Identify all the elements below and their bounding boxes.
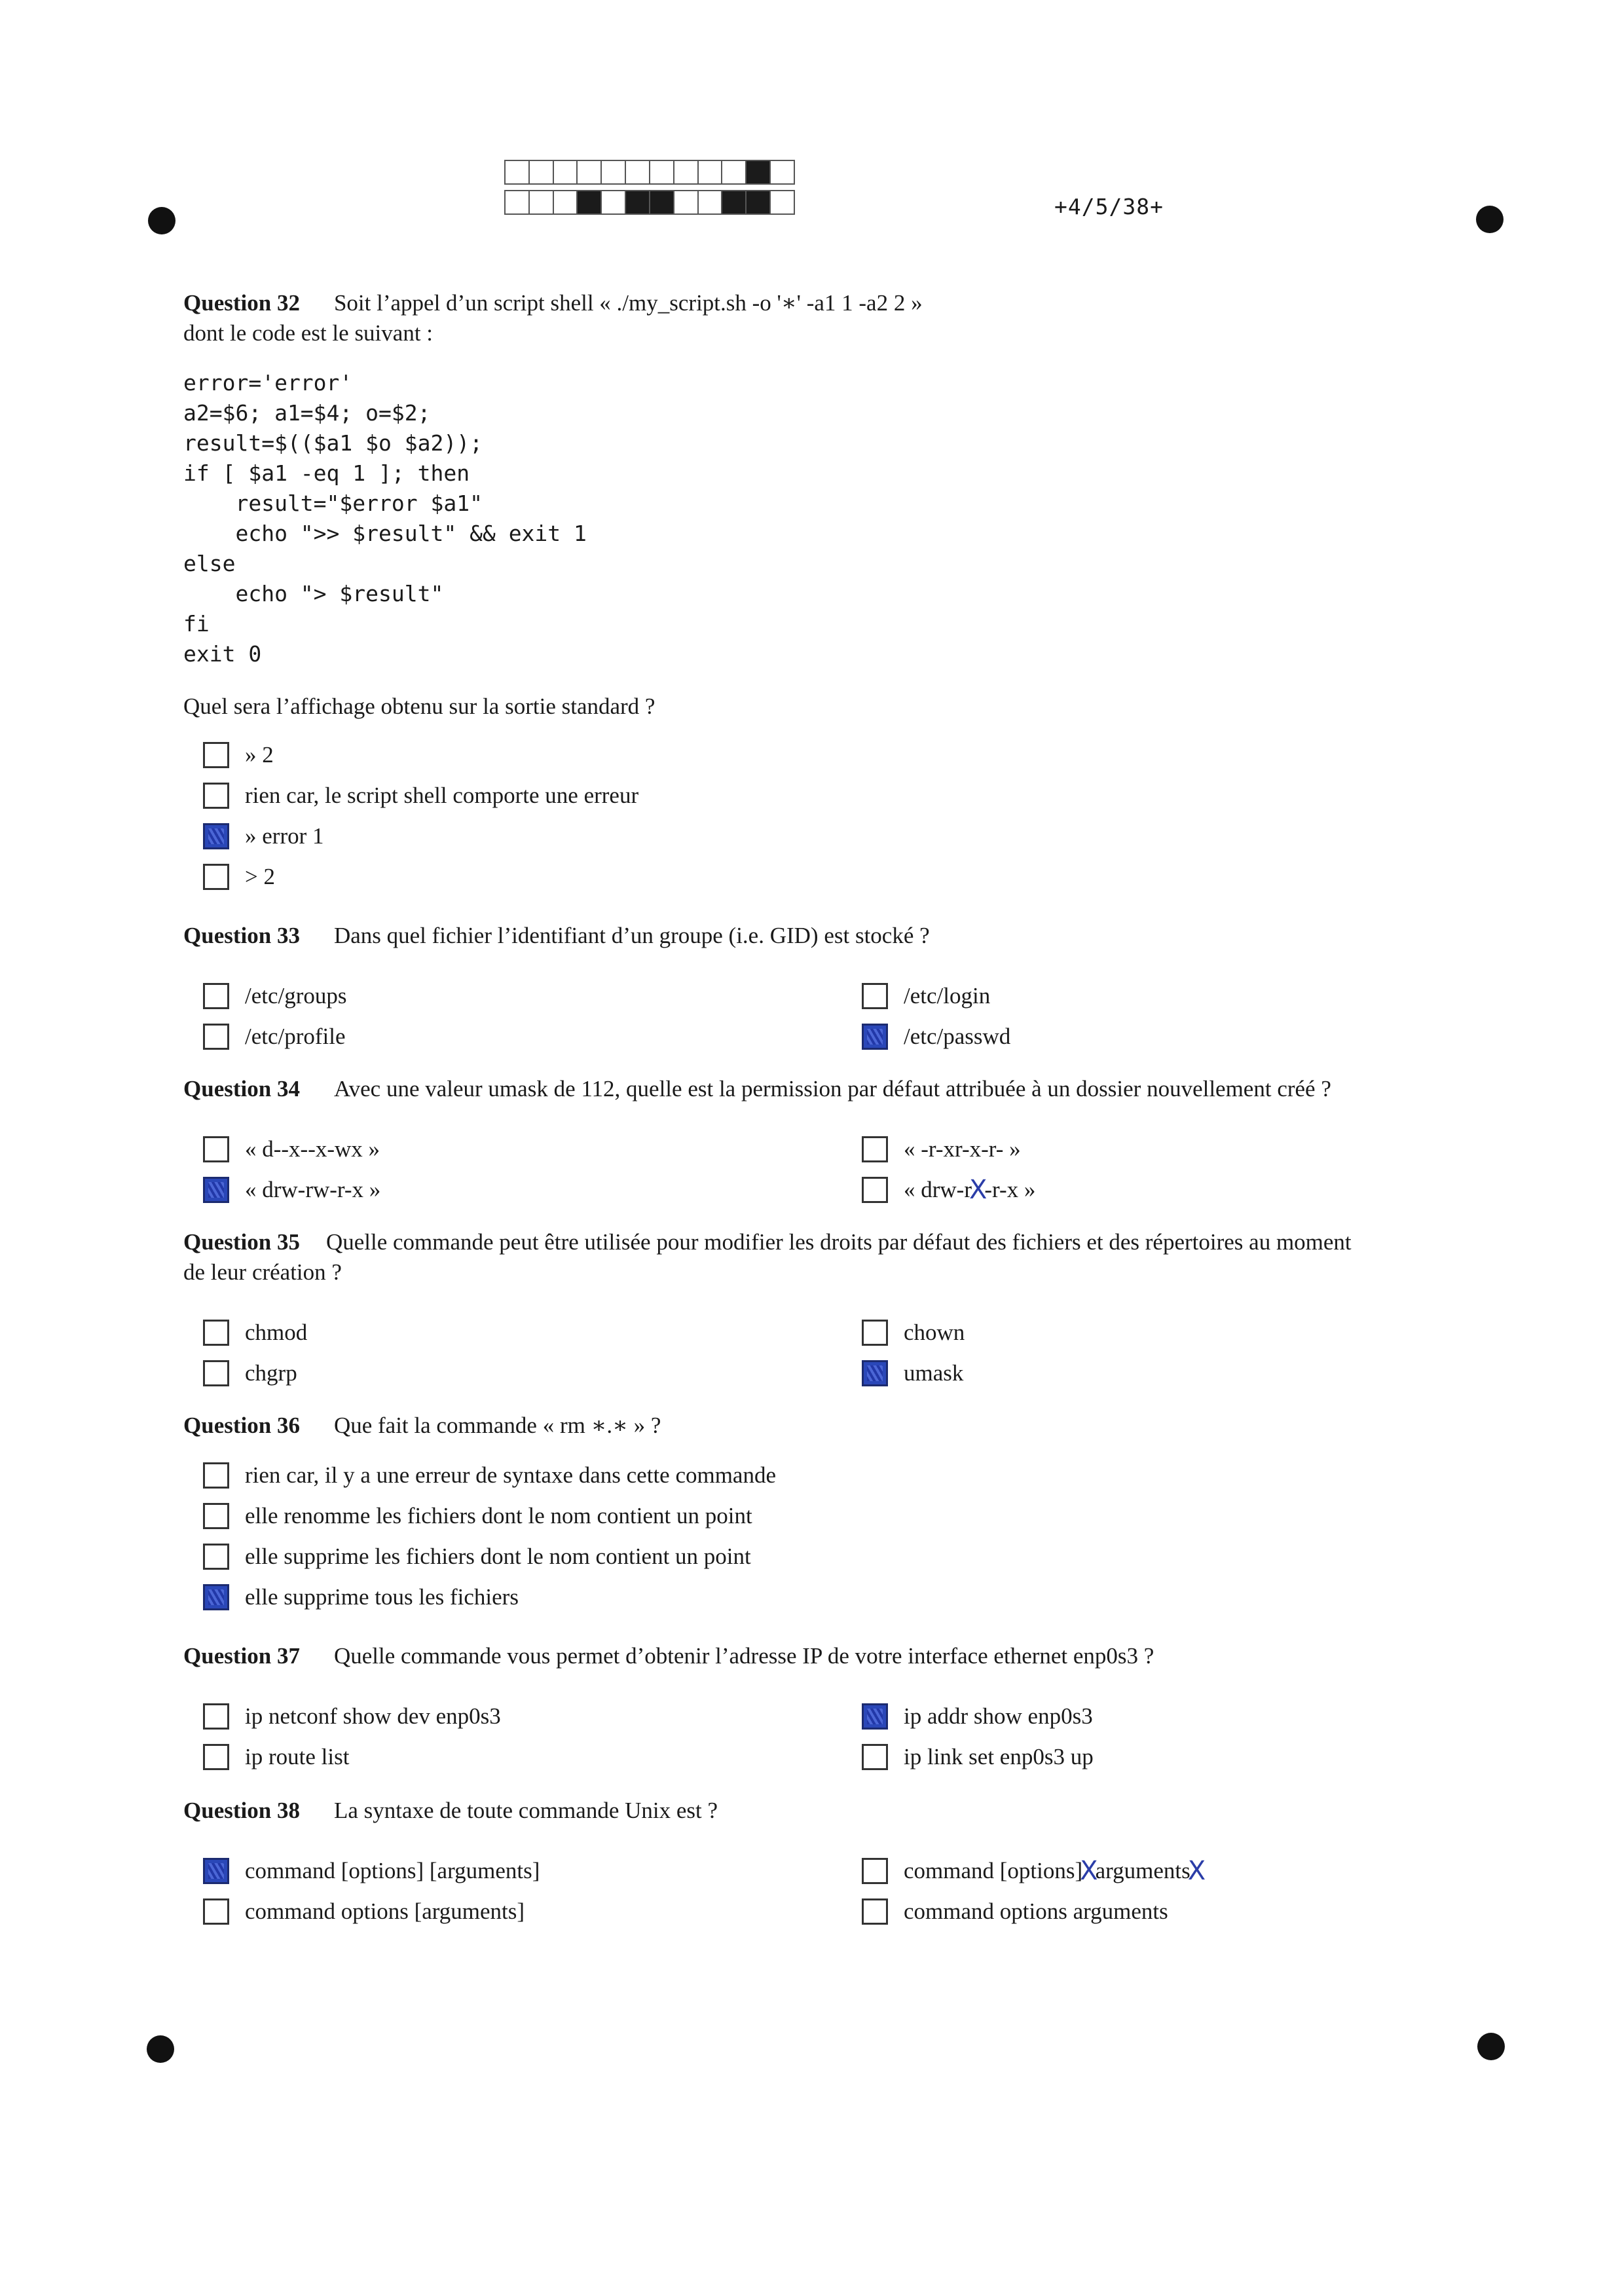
barcode-cell: [600, 190, 626, 215]
q36-option-3[interactable]: [203, 1542, 751, 1572]
question-36: [183, 1411, 661, 1441]
answer-checkbox-checked[interactable]: [203, 1584, 229, 1610]
answer-checkbox-checked[interactable]: [862, 1360, 888, 1386]
barcode-cell: [504, 190, 530, 215]
barcode-cell: [673, 160, 699, 185]
barcode-cell: [769, 190, 795, 215]
q32-option-4[interactable]: [203, 862, 275, 892]
option-text-before: command [options]: [904, 1858, 1083, 1883]
option-text-after: -r-x »: [984, 1177, 1036, 1202]
q34-option-2[interactable]: [862, 1134, 1021, 1164]
handwritten-cross: X: [969, 1175, 987, 1205]
q36-option-1[interactable]: [203, 1460, 776, 1491]
question-text: Dans quel fichier l’identifiant d’un groupe (i.e. GID) est stocké ?: [333, 923, 930, 948]
answer-checkbox[interactable]: [203, 983, 229, 1009]
question-text: La syntaxe de toute commande Unix est ?: [333, 1798, 718, 1823]
handwritten-cross: X: [1080, 1856, 1098, 1886]
answer-checkbox[interactable]: [862, 1136, 888, 1162]
barcode-row-1: [504, 160, 794, 185]
answer-checkbox-checked[interactable]: [203, 1177, 229, 1203]
question-text-line2: dont le code est le suivant :: [183, 320, 434, 346]
barcode-cell: [576, 160, 602, 185]
answer-checkbox[interactable]: [203, 1703, 229, 1730]
answer-checkbox[interactable]: [862, 983, 888, 1009]
q38-option-1[interactable]: [203, 1856, 540, 1886]
q35-option-4[interactable]: [862, 1358, 963, 1388]
answer-checkbox[interactable]: [862, 1744, 888, 1770]
question-label: Question 33: [183, 923, 300, 948]
option-text: rien car, le script shell comporte une erreur: [245, 783, 639, 808]
barcode-cell: [528, 160, 554, 185]
answer-checkbox[interactable]: [203, 742, 229, 768]
answer-checkbox[interactable]: [862, 1177, 888, 1203]
option-text: command options arguments: [904, 1898, 1168, 1924]
option-text: rien car, il y a une erreur de syntaxe dans cette commande: [245, 1462, 776, 1488]
handwritten-cross: X: [1187, 1856, 1206, 1886]
question-text: Quelle commande vous permet d’obtenir l’adresse IP de votre interface ethernet enp0s3 ?: [333, 1643, 1154, 1669]
registration-mark-top-right: [1476, 206, 1504, 233]
script-code: error='error' a2=$6; a1=$4; o=$2; result=$(($a1 $o $a2)); if [ $a1 -eq 1 ]; then result="$error $a1" echo ">> $result" && exit 1 else echo "> $result" fi exit 0: [183, 370, 587, 667]
barcode-cell: [528, 190, 554, 215]
answer-checkbox[interactable]: [203, 864, 229, 890]
barcode-cell: [697, 190, 723, 215]
option-text: > 2: [245, 864, 275, 889]
option-text: /etc/passwd: [904, 1024, 1011, 1049]
question-text: Avec une valeur umask de 112, quelle est la permission par défaut attribuée à un dossier nouvellement créé ?: [333, 1076, 1331, 1102]
q34-option-3[interactable]: [203, 1175, 380, 1205]
option-text: ip addr show enp0s3: [904, 1703, 1093, 1729]
q34-option-4[interactable]: [862, 1175, 1035, 1205]
option-text-before: « drw-r: [904, 1177, 972, 1202]
question-32-prompt: Quel sera l’affichage obtenu sur la sortie standard ?: [183, 694, 655, 719]
answer-checkbox[interactable]: [203, 1024, 229, 1050]
barcode-cell: [576, 190, 602, 215]
barcode-cell: [697, 160, 723, 185]
barcode-cell: [745, 190, 771, 215]
question-label: Question 37: [183, 1643, 300, 1669]
q33-option-1[interactable]: [203, 981, 347, 1011]
question-label: Question 38: [183, 1798, 300, 1823]
barcode-cell: [553, 190, 578, 215]
page-id: +4/5/38+: [1054, 194, 1164, 219]
option-text: » 2: [245, 742, 274, 768]
question-text: Quelle commande peut être utilisée pour modifier les droits par défaut des fichiers et des répertoires au moment: [325, 1229, 1352, 1255]
question-35: [183, 1227, 1352, 1287]
q34-option-1[interactable]: [203, 1134, 380, 1164]
question-text: Que fait la commande « rm ∗.∗ » ?: [333, 1413, 661, 1438]
registration-mark-bottom-right: [1477, 2033, 1505, 2060]
q32-option-3[interactable]: [203, 821, 324, 851]
option-text: elle renomme les fichiers dont le nom contient un point: [245, 1503, 752, 1528]
answer-checkbox[interactable]: [203, 1503, 229, 1529]
answer-checkbox[interactable]: [203, 1462, 229, 1489]
q37-option-4[interactable]: [862, 1742, 1094, 1772]
barcode-cell: [721, 160, 747, 185]
q38-option-3[interactable]: [203, 1897, 525, 1927]
answer-checkbox[interactable]: [862, 1898, 888, 1925]
answer-checkbox-checked[interactable]: [862, 1703, 888, 1730]
option-text: chmod: [245, 1320, 308, 1345]
q38-option-2[interactable]: [862, 1856, 1206, 1886]
barcode-cell: [649, 190, 674, 215]
barcode-cell: [553, 160, 578, 185]
q32-option-1[interactable]: [203, 740, 274, 770]
barcode-cell: [745, 160, 771, 185]
option-text: « -r-xr-x-r- »: [904, 1136, 1021, 1162]
question-34: [183, 1074, 1331, 1104]
question-38: [183, 1796, 718, 1826]
registration-mark-bottom-left: [147, 2035, 174, 2063]
barcode-cell: [721, 190, 747, 215]
option-text: umask: [904, 1360, 964, 1386]
option-text: ip link set enp0s3 up: [904, 1744, 1094, 1769]
answer-checkbox[interactable]: [203, 1136, 229, 1162]
q37-option-1[interactable]: [203, 1701, 501, 1731]
barcode-cell: [673, 190, 699, 215]
answer-checkbox[interactable]: [203, 1360, 229, 1386]
answer-checkbox[interactable]: [203, 783, 229, 809]
option-text-mid: arguments: [1095, 1858, 1190, 1883]
answer-checkbox[interactable]: [203, 1544, 229, 1570]
option-text: « d--x--x-wx »: [245, 1136, 380, 1162]
barcode-cell: [769, 160, 795, 185]
answer-checkbox[interactable]: [862, 1858, 888, 1884]
answer-checkbox[interactable]: [203, 1320, 229, 1346]
option-text: » error 1: [245, 823, 324, 849]
option-text: ip route list: [245, 1744, 350, 1769]
option-text: /etc/groups: [245, 983, 347, 1009]
barcode-cell: [504, 160, 530, 185]
q37-option-2[interactable]: [862, 1701, 1093, 1731]
answer-checkbox-checked[interactable]: [203, 1858, 229, 1884]
question-label: Question 34: [183, 1076, 300, 1102]
answer-checkbox[interactable]: [862, 1320, 888, 1346]
question-37: [183, 1641, 1154, 1671]
barcode-cell: [625, 160, 650, 185]
q36-option-4[interactable]: [203, 1582, 519, 1612]
q35-option-3[interactable]: [203, 1358, 297, 1388]
option-text: ip netconf show dev enp0s3: [245, 1703, 501, 1729]
option-text: chown: [904, 1320, 965, 1345]
question-32: [183, 288, 923, 348]
q33-option-4[interactable]: [862, 1022, 1010, 1052]
q35-option-2[interactable]: [862, 1318, 965, 1348]
question-text: Soit l’appel d’un script shell « ./my_script.sh -o '∗' -a1 1 -a2 2 »: [333, 290, 923, 316]
registration-mark-top-left: [148, 207, 175, 234]
question-text-line2: de leur création ?: [183, 1259, 342, 1285]
answer-checkbox[interactable]: [203, 1744, 229, 1770]
q33-option-2[interactable]: [862, 981, 990, 1011]
option-text: elle supprime les fichiers dont le nom contient un point: [245, 1544, 751, 1569]
option-text: elle supprime tous les fichiers: [245, 1584, 519, 1610]
option-text: command [options] [arguments]: [245, 1858, 540, 1883]
answer-checkbox-checked[interactable]: [862, 1024, 888, 1050]
question-label: Question 35: [183, 1229, 300, 1255]
answer-checkbox-checked[interactable]: [203, 823, 229, 849]
q33-option-3[interactable]: [203, 1022, 346, 1052]
question-label: Question 36: [183, 1413, 300, 1438]
q35-option-1[interactable]: [203, 1318, 307, 1348]
q36-option-2[interactable]: [203, 1501, 752, 1531]
q32-option-2[interactable]: [203, 781, 638, 811]
barcode-cell: [600, 160, 626, 185]
option-text: « drw-rw-r-x »: [245, 1177, 381, 1202]
option-text: /etc/login: [904, 983, 991, 1009]
option-text: chgrp: [245, 1360, 297, 1386]
barcode-cell: [625, 190, 650, 215]
barcode-row-2: [504, 190, 794, 215]
q38-option-4[interactable]: [862, 1897, 1168, 1927]
answer-checkbox[interactable]: [203, 1898, 229, 1925]
q37-option-3[interactable]: [203, 1742, 349, 1772]
question-33: [183, 921, 930, 951]
option-text: /etc/profile: [245, 1024, 346, 1049]
question-label: Question 32: [183, 290, 300, 316]
option-text: command options [arguments]: [245, 1898, 525, 1924]
barcode-cell: [649, 160, 674, 185]
